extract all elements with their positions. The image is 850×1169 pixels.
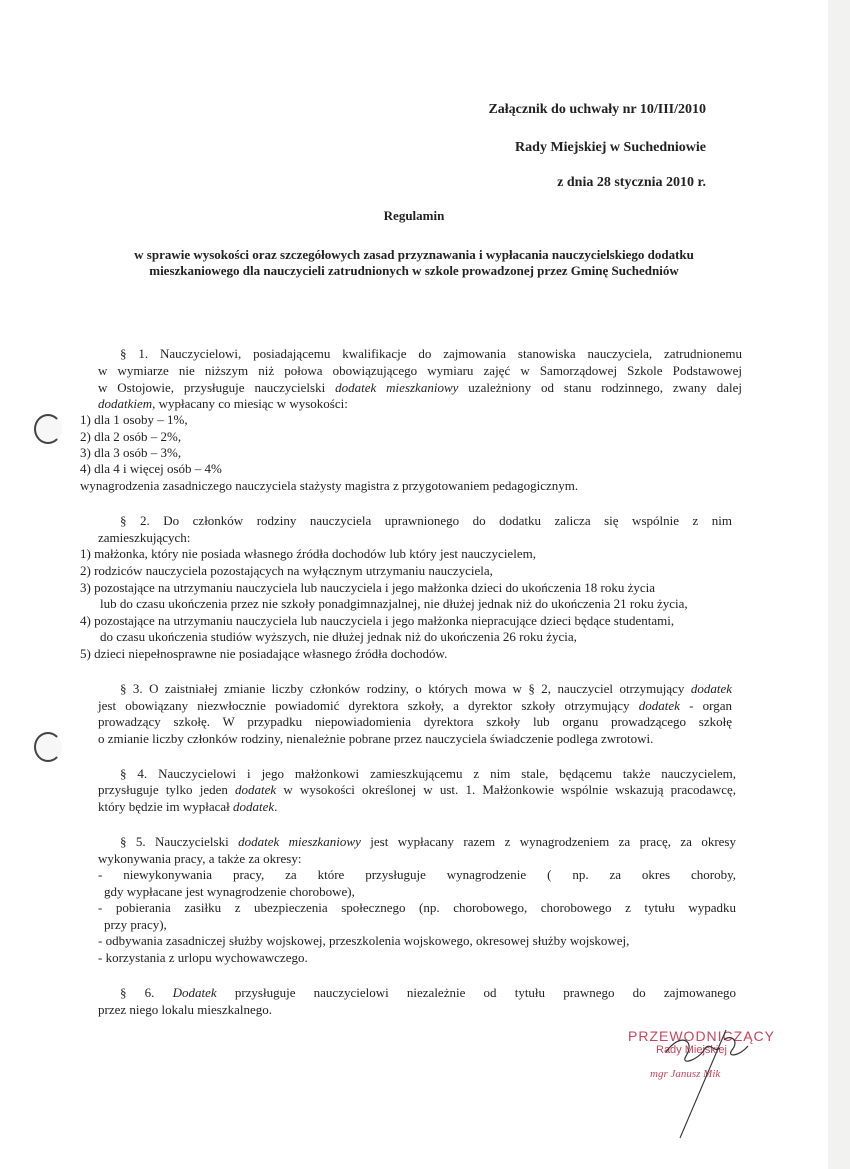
p1-line3: w Ostojowie, przysługuje nauczycielski dodatek mieszkaniowy uzależniony od stanu rodzinnego, zwany dalej <box>98 380 742 395</box>
p1-line1: § 1. Nauczycielowi, posiadającemu kwalifikacje do zajmowania stanowiska nauczyciela, zatrudnionemu <box>120 346 742 361</box>
p2-item-1: 1) małżonka, który nie posiada własnego źródła dochodów lub który jest nauczycielem, <box>80 546 536 561</box>
p2-item-4a: 4) pozostające na utrzymaniu nauczyciela lub nauczyciela i jego małżonka niepracujące dzieci będące studentami, <box>80 613 675 628</box>
p3-line1: § 3. O zaistniałej zmianie liczby członków rodziny, o których mowa w § 2, nauczyciel otrzymujący dodatek <box>120 681 732 696</box>
stamp-body: Rady Miejskiej <box>656 1044 727 1056</box>
p2-item-3b: lub do czasu ukończenia przez nie szkoły ponadgimnazjalnej, nie dłużej jednak niż do ukończenia 21 roku życia, <box>100 596 688 611</box>
p1-line2: w wymiarze nie niższym niż połowa obowiązującego wymiaru zajęć w Samorządowej Szkole Podstawowej <box>98 363 742 378</box>
punch-hole-bottom <box>34 732 62 762</box>
document-title: Regulamin <box>383 208 445 223</box>
p5-line2: wykonywania pracy, a także za okresy: <box>98 851 302 866</box>
p2-item-4b: do czasu ukończenia studiów wyższych, nie dłużej jednak niż do ukończenia 26 roku życia, <box>100 629 577 644</box>
p1-item-4: 4) dla 4 i więcej osób – 4% <box>80 461 222 476</box>
p5-line7: - odbywania zasadniczej służby wojskowej, przeszkolenia wojskowego, okresowej służby wojskowej, <box>98 933 630 948</box>
p3-line4: o zmianie liczby członków rodziny, nienależnie pobrane przez nauczyciela świadczenie podlega zwrotowi. <box>98 731 654 746</box>
p4-line2: przysługuje tylko jeden dodatek w wysokości określonej w ust. 1. Małżonkowie wspólnie wskazują pracodawcę, <box>98 782 736 797</box>
stamp-name: mgr Janusz Mik <box>650 1068 721 1080</box>
p5-line5: - pobierania zasiłku z ubezpieczenia społecznego (np. chorobowego, chorobowego z tytułu wypadku <box>98 900 736 915</box>
subtitle-line1: w sprawie wysokości oraz szczegółowych zasad przyznawania i wypłacania nauczycielskiego dodatku <box>134 247 694 262</box>
p5-line3: - niewykonywania pracy, za które przysługuje wynagrodzenie ( np. za okres choroby, <box>98 867 736 882</box>
p2-line2: zamieszkujących: <box>98 530 191 545</box>
p6-line2: przez niego lokalu mieszkalnego. <box>98 1002 272 1017</box>
p4-line1: § 4. Nauczycielowi i jego małżonkowi zamieszkującemu z nim stale, będącemu także nauczycielem, <box>120 766 736 781</box>
p2-line1: § 2. Do członków rodziny nauczyciela uprawnionego do dodatku zalicza się wspólnie z nim <box>120 513 732 528</box>
scan-edge <box>828 0 850 1169</box>
p5-line4: gdy wypłacane jest wynagrodzenie chorobowe), <box>104 884 355 899</box>
p4-line3: który będzie im wypłacał dodatek. <box>98 799 278 814</box>
p3-line3: prowadzący szkołę. W przypadku niepowiadomienia dyrektora szkoły lub organu prowadzącego szkołę <box>98 714 732 729</box>
p2-item-3a: 3) pozostające na utrzymaniu nauczyciela lub nauczyciela i jego małżonka dzieci do ukończenia 18 roku życia <box>80 580 655 595</box>
p2-item-2: 2) rodziców nauczyciela pozostających na wyłącznym utrzymaniu nauczyciela, <box>80 563 493 578</box>
p1-item-2: 2) dla 2 osób – 2%, <box>80 429 182 444</box>
p1-line9: wynagrodzenia zasadniczego nauczyciela stażysty magistra z przygotowaniem pedagogicznym. <box>80 478 579 493</box>
handwritten-signature <box>640 1010 780 1150</box>
punch-hole-top <box>34 414 62 444</box>
subtitle-line2: mieszkaniowego dla nauczycieli zatrudnionych w szkole prowadzonej przez Gminę Suchedniów <box>149 263 679 278</box>
p5-line6: przy pracy), <box>104 917 167 932</box>
attachment-header-line1: Załącznik do uchwały nr 10/III/2010 <box>488 102 706 117</box>
p1-item-1: 1) dla 1 osoby – 1%, <box>80 412 188 427</box>
attachment-header-line2: Rady Miejskiej w Suchedniowie <box>515 140 706 155</box>
stamp-role: PRZEWODNICZĄCY <box>628 1028 775 1044</box>
attachment-header-line3: z dnia 28 stycznia 2010 r. <box>557 175 706 190</box>
p2-item-5: 5) dzieci niepełnosprawne nie posiadające własnego źródła dochodów. <box>80 646 448 661</box>
p5-line1: § 5. Nauczycielski dodatek mieszkaniowy jest wypłacany razem z wynagrodzeniem za pracę, za okresy <box>120 834 736 849</box>
p3-line2: jest obowiązany niezwłocznie powiadomić dyrektora szkoły, a dyrektor szkoły otrzymujący dodatek - organ <box>98 698 732 713</box>
p5-line8: - korzystania z urlopu wychowawczego. <box>98 950 308 965</box>
p1-line4: dodatkiem, wypłacany co miesiąc w wysokości: <box>98 396 348 411</box>
p6-line1: § 6. Dodatek przysługuje nauczycielowi niezależnie od tytułu prawnego do zajmowanego <box>120 985 737 1000</box>
p1-item-3: 3) dla 3 osób – 3%, <box>80 445 182 460</box>
